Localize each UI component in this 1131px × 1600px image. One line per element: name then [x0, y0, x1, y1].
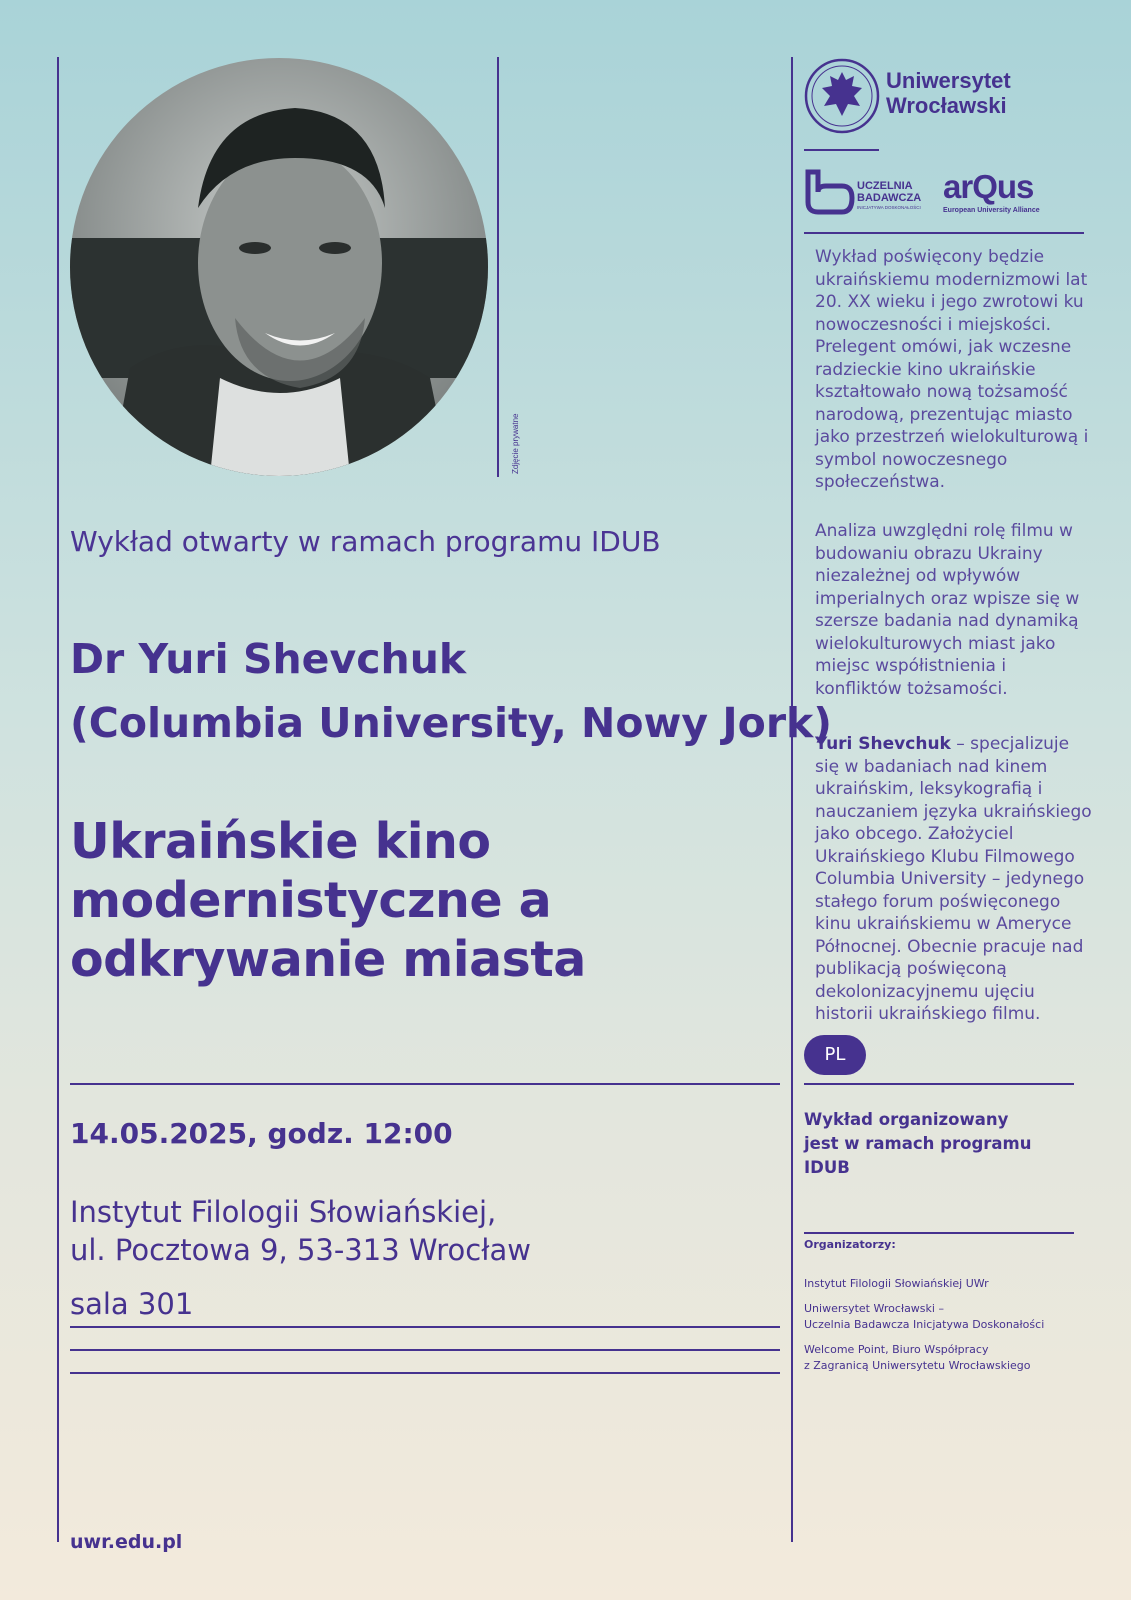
language-badge: PL: [804, 1035, 866, 1075]
speaker-bio: [815, 733, 1095, 1026]
university-name: [886, 68, 1011, 118]
organizers-list: [804, 1276, 1044, 1383]
title-line: odkrywanie miasta: [70, 931, 586, 988]
left-border-line: [57, 57, 59, 1542]
divider-line: [804, 232, 1084, 234]
arqus-subtitle: European University Alliance: [943, 207, 1040, 214]
title-line: modernistyczne a: [70, 872, 552, 929]
university-name-line: Uniwersytet: [886, 68, 1011, 93]
divider-line: [70, 1372, 780, 1374]
divider-line: [804, 1083, 1074, 1085]
speaker-block: [70, 627, 832, 755]
bio-speaker-name: Yuri Shevchuk: [815, 734, 951, 754]
idub-logo-text: [857, 180, 921, 211]
organizers-heading: Organizatorzy:: [804, 1238, 896, 1251]
organizer-item: Welcome Point, Biuro Współpracy z Zagranicą Uniwersytetu Wrocławskiego: [804, 1343, 1031, 1372]
event-date: 14.05.2025, godz. 12:00: [70, 1117, 453, 1150]
divider-line: [70, 1083, 780, 1085]
photo-divider-line: [497, 57, 499, 477]
description-paragraph-1: Wykład poświęcony będzie ukraińskiemu modernizmowi lat 20. XX wieku i jego zwrotowi ku nowoczesności i miejskości. Prelegent omówi, jak wczesne radzieckie kino ukraińskie kształtowało nową tożsamość narodową, prezentując miasto jako przestrzeń wielokulturową i symbol nowoczesnego społeczeństwa.: [815, 247, 1089, 492]
event-venue: [70, 1193, 531, 1269]
organized-note: [804, 1108, 1034, 1180]
idub-line: BADAWCZA: [857, 192, 922, 204]
divider-line: [804, 1232, 1074, 1234]
university-seal-icon: [804, 58, 880, 134]
bio-text: – specjalizuje się w badaniach nad kinem ukraińskim, leksykografią i nauczaniem języka ukraińskiego jako obcego. Założyciel Ukraińskiego Klubu Filmowego Columbia University – jedynego stałego forum poświęconego kinu ukraińskiemu w Ameryce Północnej. Obecnie pracuje nad publikacją poświęconą dekolonizacyjnemu ujęciu historii ukraińskiego filmu.: [815, 734, 1092, 1024]
photo-credit: Zdjęcie prywatne: [511, 413, 520, 474]
idub-line: UCZELNIA: [857, 180, 913, 192]
organizer-item: Instytut Filologii Słowiańskiej UWr: [804, 1277, 989, 1290]
event-intro: Wykład otwarty w ramach programu IDUB: [70, 525, 661, 558]
venue-line: Instytut Filologii Słowiańskiej,: [70, 1195, 497, 1229]
speaker-affiliation: (Columbia University, Nowy Jork): [70, 699, 833, 747]
divider-line: [804, 149, 879, 151]
description-paragraph-2: Analiza uwzględni rolę filmu w budowaniu obrazu Ukrainy niezależnej od wpływów imperialnych oraz wpisze się w szersze badania nad dynamiką wielokulturowych miast jako miejsc współistnienia i konfliktów tożsamości.: [815, 521, 1080, 699]
idub-sub: INICJATYWA DOSKONAŁOŚCI: [857, 205, 921, 210]
speaker-photo: [70, 58, 488, 476]
divider-line: [70, 1326, 780, 1328]
speaker-name: Dr Yuri Shevchuk: [70, 635, 467, 683]
sidebar-divider-line: [791, 57, 793, 1542]
lecture-title: [70, 812, 586, 989]
idub-logo-icon: [804, 168, 856, 222]
arqus-logo: arQus: [943, 168, 1034, 205]
divider-line: [70, 1349, 780, 1351]
university-name-line: Wrocławski: [886, 93, 1007, 118]
event-room: sala 301: [70, 1287, 194, 1321]
venue-line: ul. Pocztowa 9, 53-313 Wrocław: [70, 1233, 531, 1267]
organizer-item: Uniwersytet Wrocławski – Uczelnia Badawcza Inicjatywa Doskonałości: [804, 1302, 1045, 1331]
title-line: Ukraińskie kino: [70, 813, 491, 870]
website-link[interactable]: uwr.edu.pl: [70, 1531, 183, 1553]
organized-text: Wykład organizowany jest w ramach programu IDUB: [804, 1110, 1032, 1177]
